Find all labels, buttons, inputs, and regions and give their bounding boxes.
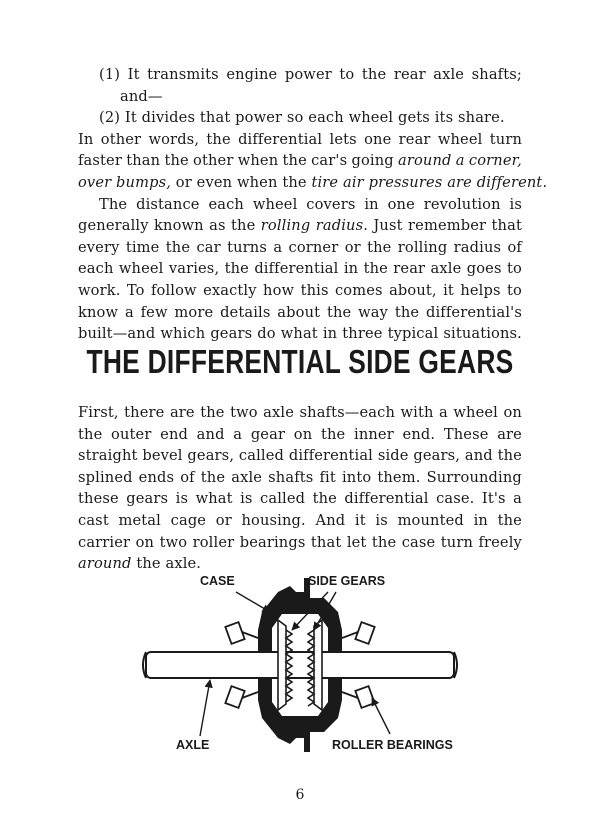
italic-word: bumps,	[116, 173, 171, 191]
word: to	[507, 281, 522, 299]
text-line	[78, 302, 522, 324]
word: time	[125, 238, 160, 256]
word: work.	[78, 281, 121, 299]
word: each	[208, 195, 244, 213]
word: axle.	[165, 555, 202, 573]
word: to	[339, 66, 355, 83]
italic-word: corner,	[468, 152, 522, 170]
word: going	[351, 152, 394, 170]
word: the	[312, 490, 337, 508]
word: First,	[78, 404, 119, 421]
word: this	[300, 281, 329, 299]
word: Surrounding	[426, 468, 522, 486]
word: rear	[398, 130, 431, 148]
text-line	[78, 194, 522, 216]
label-axle: AXLE	[176, 738, 210, 752]
word: the	[497, 447, 522, 465]
word: power	[284, 66, 332, 83]
italic-word: pressures	[368, 173, 443, 191]
word: when	[237, 152, 279, 170]
word: the	[282, 173, 307, 191]
word: To	[126, 281, 145, 299]
word: lets	[329, 130, 357, 148]
word: freely	[478, 533, 522, 551]
word: the	[164, 152, 189, 170]
word: (1)	[99, 66, 121, 83]
word: other	[100, 130, 142, 148]
text-line	[78, 172, 548, 194]
word: them.	[377, 468, 421, 486]
word: typical	[387, 325, 439, 343]
word: each	[308, 109, 344, 127]
section-paragraph	[78, 402, 522, 575]
word: the	[326, 303, 352, 321]
word: The	[99, 195, 128, 213]
word: wheel	[437, 130, 483, 148]
word: metal	[118, 511, 161, 529]
word: differential	[344, 490, 429, 508]
word: one	[387, 195, 415, 213]
word: In	[78, 130, 94, 148]
word: few	[140, 303, 168, 321]
word: its	[434, 109, 454, 127]
text-line	[78, 445, 522, 467]
word: each	[78, 260, 114, 278]
word: varies,	[168, 260, 220, 278]
word: called	[260, 490, 306, 508]
word: a	[439, 404, 448, 421]
word: and	[464, 447, 493, 465]
word: the	[361, 66, 387, 83]
word: there	[124, 404, 165, 421]
word: turn	[440, 533, 474, 551]
text-line	[78, 129, 522, 151]
word: situations.	[443, 325, 522, 343]
italic-word: different.	[476, 173, 548, 191]
axle-shaft	[143, 652, 457, 678]
word: end.	[402, 425, 436, 443]
word: a	[513, 490, 522, 508]
word: so	[286, 109, 304, 127]
word: a	[233, 425, 243, 443]
word: generally	[78, 217, 149, 235]
word: inner	[354, 425, 394, 443]
word: wheel	[252, 195, 298, 213]
text-line	[78, 510, 522, 532]
word: that	[491, 217, 522, 235]
word: wheel	[348, 109, 394, 127]
word: on	[503, 404, 522, 421]
word: shafts—each	[299, 404, 395, 421]
word: It	[127, 66, 140, 83]
word: splined	[78, 468, 133, 486]
word: of	[180, 468, 195, 486]
word: These	[443, 425, 489, 443]
word: what	[195, 490, 233, 508]
word: divides	[141, 109, 196, 127]
word: about,	[389, 281, 437, 299]
text-line	[78, 258, 522, 280]
word: wheel	[453, 404, 498, 421]
word: the	[200, 468, 226, 486]
word: shafts;	[471, 66, 522, 83]
text-line	[78, 488, 522, 510]
word: differential's	[426, 303, 522, 321]
word: even	[196, 173, 233, 191]
word: gears	[126, 490, 169, 508]
italic-word: radius.	[315, 217, 369, 235]
word: the	[367, 238, 392, 256]
word: the	[394, 303, 420, 321]
word: housing.	[241, 511, 306, 529]
italic-word: rolling	[260, 217, 311, 235]
text-line	[78, 532, 522, 554]
word: to	[506, 260, 522, 278]
word: of	[507, 238, 522, 256]
differential-diagram	[128, 568, 472, 758]
word: the	[206, 130, 231, 148]
word: or	[215, 511, 232, 529]
word: is	[509, 195, 522, 213]
word: built—and	[78, 325, 156, 343]
word: the	[371, 533, 397, 551]
word: two	[230, 404, 258, 421]
word: the	[282, 152, 307, 170]
word: words,	[148, 130, 200, 148]
word: the	[224, 260, 249, 278]
word: gears	[210, 325, 253, 343]
word: with	[400, 404, 434, 421]
word: It	[124, 109, 137, 127]
word: mounted	[397, 511, 464, 529]
word: (2)	[99, 109, 121, 127]
word: cast	[78, 511, 109, 529]
word: is	[375, 511, 388, 529]
italic-word: around	[398, 152, 452, 170]
word: that	[310, 533, 342, 551]
word: in	[343, 260, 359, 278]
word: car	[196, 238, 221, 256]
word: do	[257, 325, 276, 343]
word: bevel	[142, 447, 183, 465]
word: a	[124, 303, 134, 321]
word: the	[231, 217, 256, 235]
word: about	[277, 303, 321, 321]
word: called	[238, 447, 285, 465]
word: follow	[150, 281, 197, 299]
word: goes	[466, 260, 502, 278]
word: roller	[192, 533, 235, 551]
word: the	[165, 238, 191, 256]
text-line	[78, 107, 522, 129]
word: remember	[408, 217, 487, 235]
word: on	[293, 425, 313, 443]
word: power	[235, 109, 283, 127]
word: three	[342, 325, 383, 343]
word: are	[497, 425, 522, 443]
word: turn	[489, 130, 522, 148]
word: gears,	[187, 447, 235, 465]
label-side-gears: SIDE GEARS	[308, 574, 386, 588]
word: axle	[430, 260, 462, 278]
word: on	[135, 533, 155, 551]
word: fit	[319, 468, 336, 486]
word: gears,	[413, 447, 461, 465]
word: carrier	[78, 533, 131, 551]
word: rolling	[397, 238, 448, 256]
word: a	[273, 238, 283, 256]
word: in	[322, 325, 338, 343]
word: rear	[393, 66, 426, 83]
word: and	[196, 425, 225, 443]
word: let	[346, 533, 367, 551]
word: it	[354, 511, 366, 529]
word: the	[136, 555, 161, 573]
text-line	[78, 215, 522, 237]
text-line	[78, 64, 522, 86]
word: gets	[398, 109, 430, 127]
word: the	[497, 511, 522, 529]
word: as	[209, 217, 226, 235]
label-roller-bearings: ROLLER BEARINGS	[332, 738, 453, 752]
word: or	[175, 173, 192, 191]
word: known	[154, 217, 204, 235]
italic-word: over	[78, 173, 112, 191]
word: gear	[250, 425, 286, 443]
word: engine	[226, 66, 278, 83]
side-gear-right	[308, 620, 322, 710]
text-line	[78, 86, 522, 108]
section-heading: THE DIFFERENTIAL SIDE GEARS	[86, 343, 514, 380]
word: it	[443, 281, 454, 299]
side-gear-left	[278, 620, 292, 710]
word: that	[199, 109, 231, 127]
text-line	[78, 424, 522, 446]
word: outer	[111, 425, 152, 443]
word: axle	[433, 66, 465, 83]
word: and—	[120, 87, 163, 105]
word: corner	[288, 238, 339, 256]
text-line	[78, 280, 522, 302]
italic-word: air	[343, 173, 364, 191]
word: are	[169, 404, 195, 421]
word: end	[160, 425, 188, 443]
word: is	[240, 490, 253, 508]
label-case: CASE	[200, 574, 235, 588]
word: which	[160, 325, 206, 343]
word: differential	[288, 447, 373, 465]
italic-word: are	[447, 173, 472, 191]
word: wheel	[118, 260, 164, 278]
word: And	[315, 511, 346, 529]
word: faster	[78, 152, 122, 170]
word: know	[78, 303, 119, 321]
word: the	[320, 425, 346, 443]
word: comes	[334, 281, 383, 299]
word: car's	[311, 152, 348, 170]
word: the	[200, 404, 225, 421]
word: ends	[138, 468, 175, 486]
word: the	[363, 260, 388, 278]
word: what	[280, 325, 318, 343]
word: rear	[393, 260, 426, 278]
word: Just	[373, 217, 403, 235]
italic-word: around	[78, 555, 132, 573]
word: in	[473, 511, 488, 529]
word: It's	[481, 490, 506, 508]
italic-word: a	[455, 152, 465, 170]
text-line	[78, 402, 522, 424]
word: is	[175, 490, 189, 508]
word: side	[377, 447, 409, 465]
word: than	[126, 152, 161, 170]
word: shafts	[268, 468, 314, 486]
word: share.	[458, 109, 505, 127]
word: turns	[227, 238, 267, 256]
word: one	[364, 130, 392, 148]
word: case.	[436, 490, 475, 508]
word: how	[263, 281, 295, 299]
word: more	[174, 303, 214, 321]
word: axle	[263, 404, 294, 421]
word: case	[401, 533, 436, 551]
word: details	[220, 303, 271, 321]
word: radius	[453, 238, 502, 256]
word: covers	[306, 195, 356, 213]
text-line	[78, 467, 522, 489]
word: revolution	[423, 195, 501, 213]
intro-paragraphs	[78, 64, 548, 345]
word: or	[344, 238, 361, 256]
word: way	[358, 303, 389, 321]
word: when	[236, 173, 278, 191]
page-number: 6	[295, 787, 305, 803]
word: the	[78, 425, 103, 443]
word: helps	[460, 281, 501, 299]
word: differential	[238, 130, 323, 148]
word: distance	[136, 195, 200, 213]
word: cage	[170, 511, 207, 529]
word: every	[78, 238, 120, 256]
word: differential	[254, 260, 339, 278]
word: straight	[78, 447, 138, 465]
word: other	[193, 152, 234, 170]
word: in	[364, 195, 379, 213]
word: axle	[231, 468, 263, 486]
word: into	[341, 468, 372, 486]
word: two	[159, 533, 188, 551]
italic-word: tire	[311, 173, 339, 191]
word: these	[78, 490, 119, 508]
text-line	[78, 150, 522, 172]
word: exactly	[203, 281, 257, 299]
word: bearings	[239, 533, 306, 551]
text-line	[78, 237, 522, 259]
word: transmits	[147, 66, 219, 83]
